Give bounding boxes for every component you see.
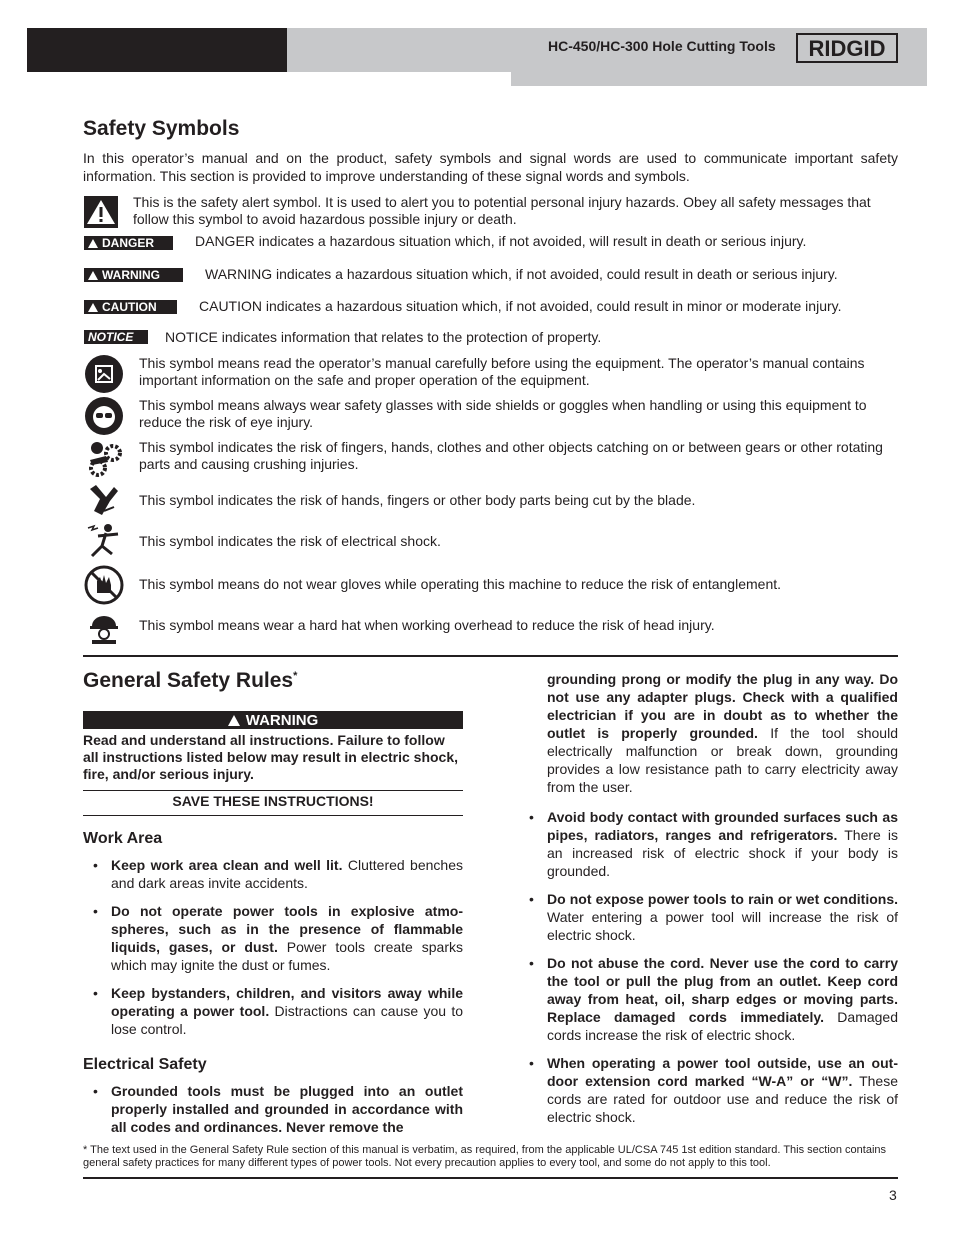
warning-label-text: WARNING [102,268,160,282]
safety-symbols-heading: Safety Symbols [83,117,240,140]
safety-intro: In this operator’s manual and on the product, safety symbols and signal words are used to communicate important safety information. This section is provided to improve understanding of these signal words and symbols. [83,150,898,184]
warning-bar [83,711,463,729]
notice-label-text: NOTICE [88,330,134,344]
danger-text: DANGER indicates a hazardous situation which, if not avoided, will result in death or serious injury. [195,233,807,249]
electric-shock-icon [84,522,124,562]
save-rule-bottom [83,815,463,816]
alert-triangle-icon [88,271,98,280]
blade-cut-icon [84,481,124,521]
work-area-heading: Work Area [83,830,163,847]
gloves-text: This symbol means do not wear gloves while operating this machine to reduce the risk of entanglement. [139,576,782,592]
warning-text: WARNING indicates a hazardous situation which, if not avoided, could result in death or serious injury. [205,266,838,282]
safety-alert-icon [84,196,118,228]
list-item: • Do not operate power tools in explosive atmospheres, such as in the presence of flammable liquids, gases, or dust. Power tools create sparks which may ignite the dust or fumes. [83,902,463,974]
caution-label-text: CAUTION [102,300,157,314]
shock-text: This symbol indicates the risk of electrical shock. [139,533,441,549]
work-area-list [83,856,463,1048]
safety-glasses-icon [84,396,124,436]
header-title: HC-450/HC-300 Hole Cutting Tools [548,38,776,54]
hard-hat-icon [84,606,124,646]
section-divider [83,655,898,657]
ridgid-logo [796,33,898,63]
warning-statement: Read and understand all instructions. Failure to follow all instructions listed below may result in electric shock, fire, and/or serious injury. [83,732,459,782]
footnote: * The text used in the General Safety Rule section of this manual is verbatim, as required, from the applicable UL/CSA 745 1st edition standard. This section contains general safety practices for many different types of power tools. Not every precaution applies to every tool, and some do not apply to this tool. [83,1144,887,1169]
list-item: • Grounded tools must be plugged into an outlet properly installed and grounded in accordance with all codes and ordinances. Never remove the [83,1082,463,1136]
alert-text: This is the safety alert symbol. It is used to alert you to potential personal injury hazards. Obey all safety messages that follow this symbol to avoid hazardous possible injury or death. [133,194,871,227]
header-gray-tab [511,72,927,86]
gsr-heading-text: General Safety Rules [83,669,294,692]
alert-triangle-icon [88,303,98,312]
logo-text: RIDGID [808,36,886,61]
alert-triangle-icon [88,239,98,248]
electrical-list [519,808,898,1136]
alert-triangle-icon [228,715,240,726]
blade-text: This symbol indicates the risk of hands, fingers or other body parts being cut by the blade. [139,492,696,508]
no-gloves-icon [84,565,124,605]
list-item: • Do not abuse the cord. Never use the cord to carry the tool or pull the plug from an outlet. Keep cord away from heat, oil, sharp edges or moving parts. Replace damaged cords immediately. Damaged cords increase the risk of electric shock. [519,954,898,1044]
footer-rule [83,1177,898,1179]
manual-text: This symbol means read the operator’s manual carefully before using the equipment. The operator’s manual contains important information on the safe and proper operation of the equipment. [139,355,865,388]
save-instructions: SAVE THESE INSTRUCTIONS! [172,793,374,809]
save-rule-top [83,790,463,791]
warning-bar-text: WARNING [245,711,319,729]
danger-label-text: DANGER [102,236,155,250]
notice-text: NOTICE indicates information that relates to the protection of property. [165,329,602,345]
electrical-list-start [83,1082,463,1146]
gsr-footnote-mark: * [293,670,298,682]
list-item: • Avoid body contact with grounded surfaces such as pipes, radiators, ranges and refrigerators. There is an increased risk of electric shock if your body is grounded. [519,808,898,880]
glasses-text: This symbol means always wear safety glasses with side shields or goggles when handling or using this equipment to reduce the risk of eye injury. [139,397,867,430]
electrical-continued: grounding prong or modify the plug in any way. Do not use any adapter plugs. Check with a qualified electrician if you are in doubt as to whether the outlet is properly grounded. If the tool should electrically malfunction or break down, grounding provides a low resistance path to carry electricity away from the user. [547,671,898,795]
gears-crush-icon [84,438,124,478]
header-black-band [27,28,287,72]
caution-text: CAUTION indicates a hazardous situation which, if not avoided, could result in minor or moderate injury. [199,298,842,314]
caution-label [84,300,177,314]
list-item: • Keep bystanders, children, and visitors away while operating a power tool. Distractions can cause you to lose control. [83,984,463,1038]
general-safety-rules-heading [83,669,297,693]
gears-text: This symbol indicates the risk of fingers, hands, clothes and other objects catching on or between gears or other rotating parts and causing crushing injuries. [139,439,883,472]
list-item: • Keep work area clean and well lit. Cluttered benches and dark areas invite accidents. [83,856,463,892]
warning-label [84,268,183,282]
page-number: 3 [889,1187,897,1203]
list-item: • When operating a power tool outside, use an outdoor extension cord marked “W-A” or “W”. These cords are rated for outdoor use and reduce the risk of electric shock. [519,1054,898,1126]
danger-label [84,236,173,250]
notice-label [84,330,148,344]
electrical-safety-heading: Electrical Safety [83,1056,207,1073]
list-item: • Do not expose power tools to rain or wet conditions. Water entering a power tool will increase the risk of electric shock. [519,890,898,944]
read-manual-icon [84,354,124,394]
hardhat-text: This symbol means wear a hard hat when working overhead to reduce the risk of head injury. [139,617,715,633]
